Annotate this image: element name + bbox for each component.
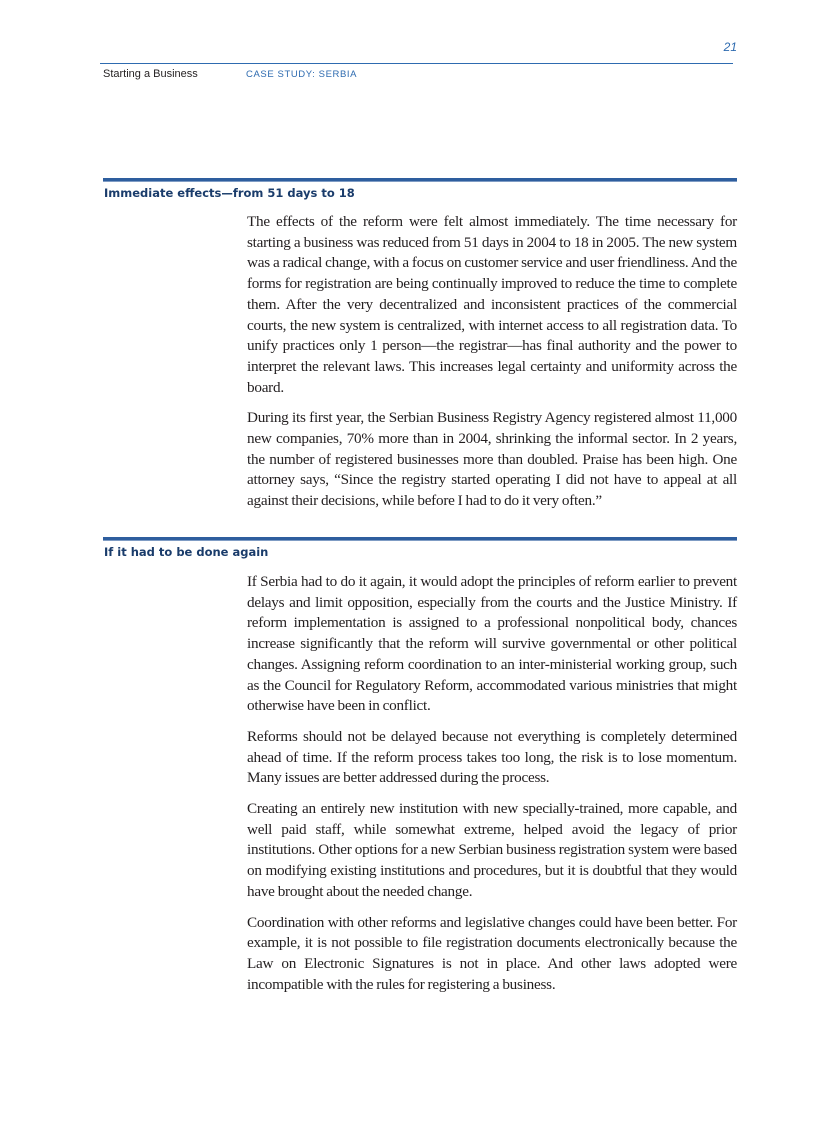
paragraph: The effects of the reform were felt almost immediately. The time necessary for starting a business was reduced from 51 days in 2004 to 18 in 2005. The new system was a radical change, with a focus on customer service and user friendliness. And the forms for registration are being continually improved to reduce the time to complete them. After the very decentralized and inconsistent practices of the commercial courts, the new system is centralized, with internet access to all registration data. To unify practices only 1 person—the registrar—has final authority and the power to interpret the relevant laws. This increases legal certainty and uniformity across the board. — [247, 213, 737, 396]
running-header-title: Starting a Business — [103, 68, 198, 80]
section-body-immediate-effects — [247, 212, 737, 522]
paragraph: If Serbia had to do it again, it would adopt the principles of reform earlier to prevent delays and limit opposition, especially from the courts and the Justice Ministry. If reform implementation is assigned to a professional nonpolitical body, chances increase significantly that the reform will survive governmental or other political changes. Assigning reform coordination to an inter-ministerial working group, such as the Council for Regulatory Reform, accommodated various ministries that might otherwise have been in conflict. — [247, 573, 737, 715]
section-divider — [103, 537, 737, 541]
paragraph: Coordination with other reforms and legislative changes could have been better. For example, it is not possible to file registration documents electronically because the Law on Electronic Signatures is not in place. And other laws adopted were incompatible with the rules for registering a business. — [247, 913, 737, 993]
paragraph: Creating an entirely new institution with new specially-trained, more capable, and well paid staff, while somewhat extreme, helped avoid the legacy of prior institutions. Other options for a new Serbian business registration system were based on modifying existing institutions and procedures, but it is doubtful that they would have brought about the needed change. — [247, 800, 737, 900]
section-heading-immediate-effects: Immediate effects—from 51 days to 18 — [104, 186, 355, 200]
header-rule — [100, 63, 733, 64]
section-heading-done-again: If it had to be done again — [104, 545, 269, 559]
section-body-done-again — [247, 572, 737, 1005]
page-number: 21 — [723, 40, 737, 54]
section-divider — [103, 178, 737, 182]
running-header-section: CASE STUDY: SERBIA — [246, 69, 358, 80]
paragraph: Reforms should not be delayed because not everything is completely determined ahead of time. If the reform process takes too long, the risk is to lose momentum. Many issues are better addressed during the process. — [247, 727, 737, 787]
paragraph: During its first year, the Serbian Business Registry Agency registered almost 11,000 new companies, 70% more than in 2004, shrinking the informal sector. In 2 years, the number of registered businesses more than doubled. Praise has been high. One attorney says, “Since the registry started operating I did not have to appeal at all against their decisions, while before I had to do it very often.” — [247, 409, 737, 510]
